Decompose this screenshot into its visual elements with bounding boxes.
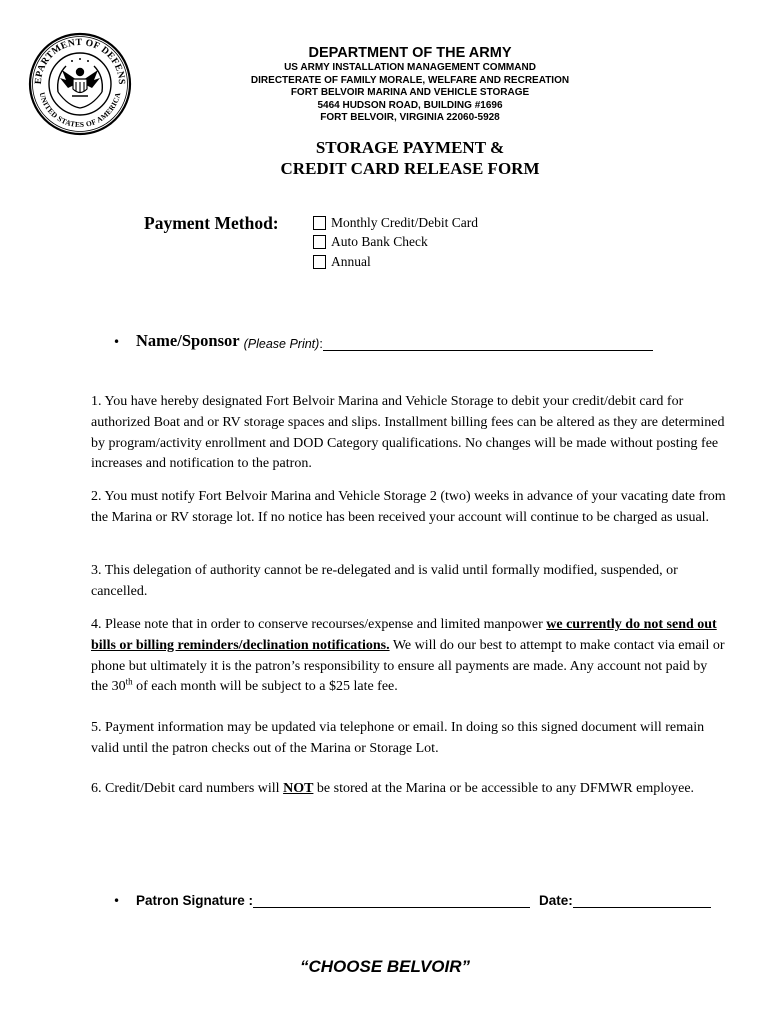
city-address: FORT BELVOIR, VIRGINIA 22060-5928: [320, 112, 500, 124]
signature-field[interactable]: [253, 893, 530, 908]
clause-3: 3. This delegation of authority cannot be re-delegated and is valid until formally modified, suspended, or cancelled.: [91, 563, 678, 599]
letterhead: [230, 44, 590, 125]
bank-check-checkbox[interactable]: [313, 235, 326, 249]
clause-4-emphasis: we currently do not send out bills or billing reminders/declination notifications.: [91, 617, 717, 653]
seal-bottom-text: UNITED STATES OF AMERICA: [37, 91, 123, 130]
dod-seal-graphic: [28, 32, 132, 136]
annual-label: Annual: [331, 253, 371, 269]
clause-6-emphasis: NOT: [283, 781, 314, 796]
command-name: US ARMY INSTALLATION MANAGEMENT COMMAND: [284, 62, 536, 73]
clause-6: [91, 779, 726, 800]
clause-2: 2. You must notify Fort Belvoir Marina and Vehicle Storage 2 (two) weeks in advance of your vacating date from the Marina or RV storage lot. If no notice has been received your account will continue to be charged as usual.: [91, 489, 726, 525]
clause-4-ordinal: th: [125, 676, 133, 687]
signature-bullet-icon: •: [113, 894, 121, 908]
form-title: [200, 137, 620, 179]
name-sponsor-field[interactable]: [323, 336, 653, 351]
clause-6-intro: 6. Credit/Debit card numbers will: [91, 781, 284, 796]
signature-label: Patron Signature :: [136, 893, 254, 908]
clause-4-body: We will do our best to attempt to make contact via email or phone but ultimately it is the patron’s responsibility to ensure all payments are made. Any account not paid by the 30: [91, 637, 725, 695]
department-name: DEPARTMENT OF THE ARMY: [308, 45, 512, 61]
street-address: 5464 HUDSON ROAD, BUILDING #1696: [317, 99, 503, 111]
annual-checkbox[interactable]: [313, 255, 326, 269]
name-sponsor-hint: (Please Print): [243, 337, 320, 351]
clause-6-end: be stored at the Marina or be accessible to any DFMWR employee.: [313, 781, 695, 796]
payment-method-options: [313, 213, 478, 272]
name-bullet-icon: •: [113, 335, 121, 349]
date-label: Date:: [539, 893, 573, 908]
clause-1: 1. You have hereby designated Fort Belvoir Marina and Vehicle Storage to debit your credit/debit card for authorized Boat and or RV storage spaces and slips. Installment billing fees can be altered as they are determined by program/activity enrollment and DOD Category qualifications. No changes will be made without posting fee increases and notification to the patron.: [91, 394, 725, 472]
clause-4-end: of each month will be subject to a $25 late fee.: [132, 679, 398, 695]
monthly-card-checkbox[interactable]: [313, 216, 326, 230]
monthly-card-label: Monthly Credit/Debit Card: [331, 214, 478, 230]
seal-top-text: EPARTMENT OF DEFENS: [32, 36, 128, 86]
clause-5: 5. Payment information may be updated via telephone or email. In doing so this signed document will remain valid until the patron checks out of the Marina or Storage Lot.: [91, 720, 705, 756]
payment-option-monthly: [313, 213, 478, 233]
payment-option-bank-check: [313, 233, 478, 253]
payment-method-label: Payment Method:: [144, 213, 279, 233]
clause-4-intro: 4. Please note that in order to conserve recourses/expense and limited manpower: [91, 617, 547, 632]
dod-seal: [28, 32, 132, 136]
name-sponsor-label: Name/Sponsor: [136, 331, 240, 350]
facility-name: FORT BELVOIR MARINA AND VEHICLE STORAGE: [290, 87, 530, 99]
footer-slogan: “CHOOSE BELVOIR”: [299, 957, 471, 976]
name-sponsor-colon: :: [319, 337, 323, 351]
date-field[interactable]: [573, 893, 711, 908]
payment-option-annual: [313, 252, 478, 272]
form-title-line1: STORAGE PAYMENT &: [315, 138, 505, 157]
name-sponsor-row: [136, 331, 653, 351]
directorate-name: DIRECTERATE OF FAMILY MORALE, WELFARE AND RECREATION: [250, 74, 570, 86]
bank-check-label: Auto Bank Check: [331, 234, 428, 250]
form-title-line2: CREDIT CARD RELEASE FORM: [280, 159, 540, 178]
signature-row: [136, 893, 711, 908]
clause-4: [91, 615, 726, 698]
